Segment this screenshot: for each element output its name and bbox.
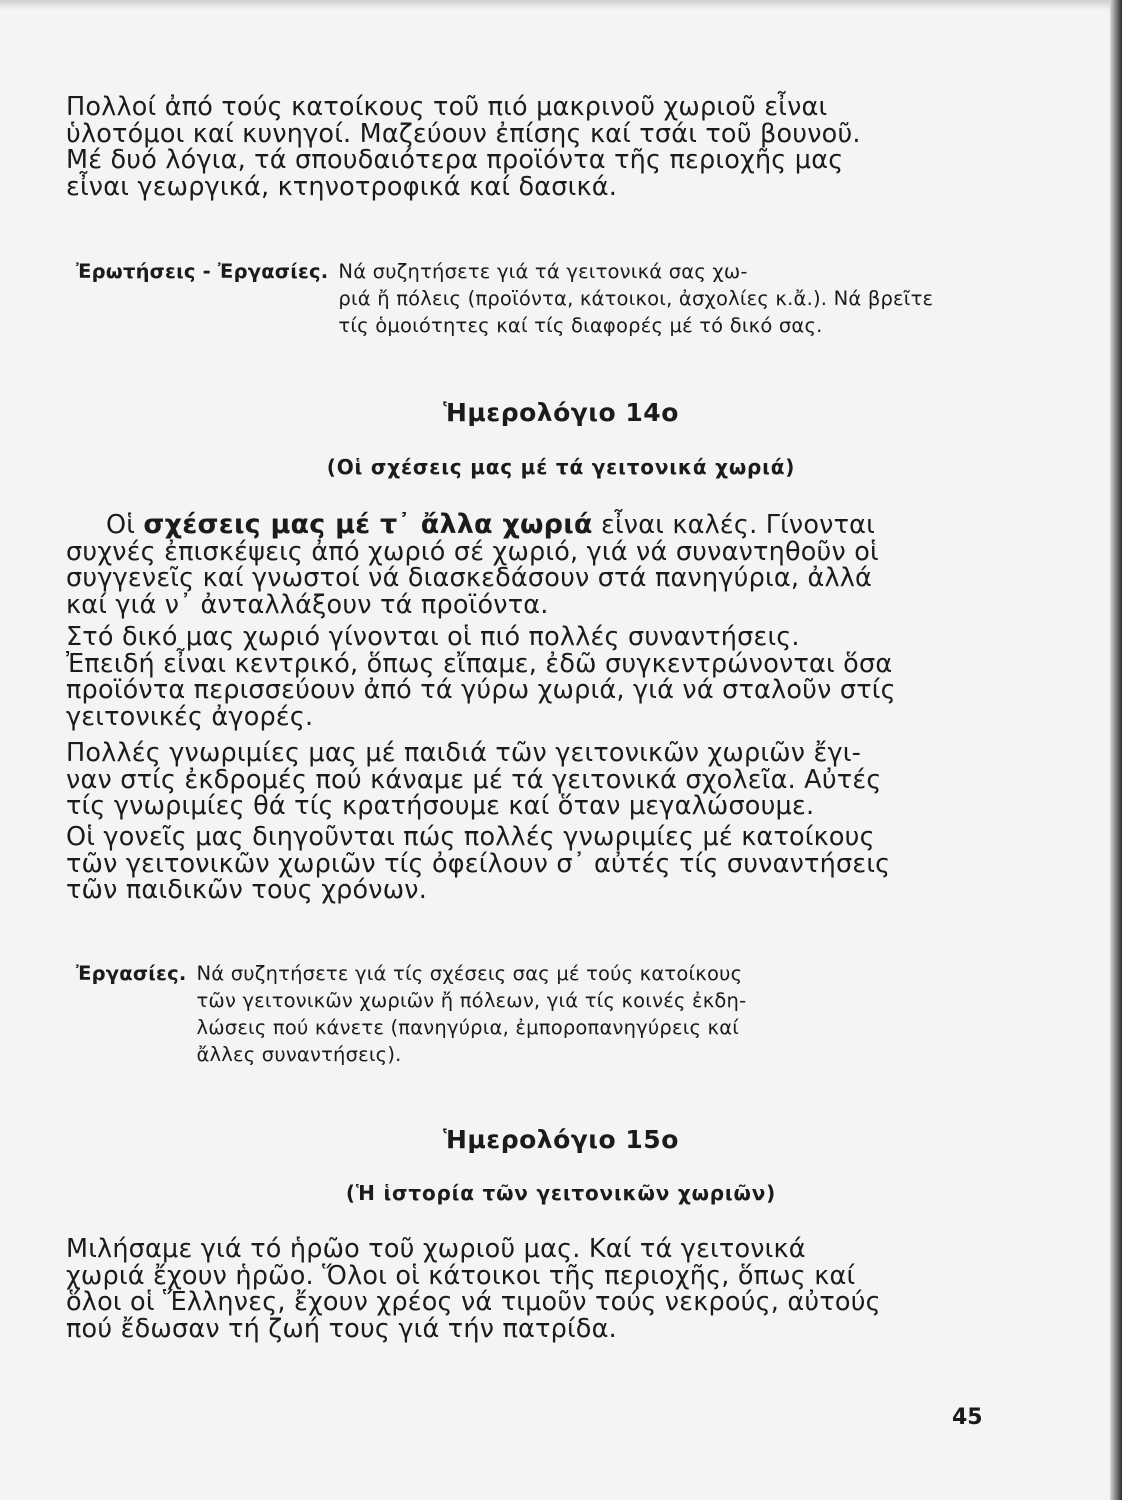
diary-14-paragraph-2: Στό δικό μας χωριό γίνονται οἱ πιό πολλές συναντήσεις. Ἐπειδή εἶναι κεντρικό, ὅπως εἴπαμε, ἐδῶ συγκεντρώνονται ὅσα προϊόντα περισσεύουν ἀπό τά γύρω χωριά, γιά νά σταλοῦν στίς γειτονικές ἀγορές. bbox=[66, 622, 896, 732]
exercise-label: Ἐρωτήσεις - Ἐργασίες. bbox=[76, 260, 329, 283]
exercise-text: Νά συζητήσετε γιά τίς σχέσεις σας μέ τούς κατοίκους τῶν γειτονικῶν χωριῶν ἤ πόλεων, γιά τίς κοινές ἐκδη- λώσεις πού κάνετε (πανηγύρια, ἐμποροπανηγύρεις καί ἄλλες συναντήσεις). bbox=[196, 962, 747, 1066]
diary-14-paragraph-4: Οἱ γονεῖς μας διηγοῦνται πώς πολλές γνωριμίες μέ κατοίκους τῶν γειτονικῶν χωριῶν τίς ὀφείλουν σ᾿ αὐτές τίς συναντήσεις τῶν παιδικῶν τους χρόνων. bbox=[66, 822, 891, 905]
diary-14-title: Ἡμερολόγιο 14ο bbox=[443, 398, 679, 427]
exercises-box bbox=[76, 960, 976, 1068]
exercise-label: Ἐργασίες. bbox=[76, 962, 187, 985]
diary-14-paragraph-3: Πολλές γνωριμίες μας μέ παιδιά τῶν γειτονικῶν χωριῶν ἔγι- ναν στίς ἐκδρομές πού κάναμε μέ τά γειτονικά σχολεῖα. Αὐτές τίς γνωριμίες θά τίς κρατήσουμε καί ὅταν μεγαλώσουμε. bbox=[66, 738, 882, 821]
questions-exercises-box bbox=[76, 258, 976, 339]
diary-15-subtitle: (Ἡ ἱστορία τῶν γειτονικῶν χωριῶν) bbox=[345, 1181, 777, 1205]
diary-15-title: Ἡμερολόγιο 15ο bbox=[443, 1125, 679, 1154]
diary-15-paragraph-1: Μιλήσαμε γιά τό ἡρῶο τοῦ χωριοῦ μας. Καί τά γειτονικά χωριά ἔχουν ἡρῶο. Ὅλοι οἱ κάτοικοι τῆς περιοχῆς, ὅπως καί ὅλοι οἱ Ἕλληνες, ἔχουν χρέος νά τιμοῦν τούς νεκρούς, αὐτούς πού ἔδωσαν τή ζωή τους γιά τήν πατρίδα. bbox=[66, 1234, 881, 1344]
diary-14-paragraph-1 bbox=[66, 509, 986, 620]
top-edge-shadow bbox=[0, 0, 1122, 10]
intro-paragraph: Πολλοί ἀπό τούς κατοίκους τοῦ πιό μακρινοῦ χωριοῦ εἶναι ὑλοτόμοι καί κυνηγοί. Μαζεύουν ἐπίσης καί τσάι τοῦ βουνοῦ. Μέ δυό λόγια, τά σπουδαιότερα προϊόντα τῆς περιοχῆς μας εἶναι γεωργικά, κτηνοτροφικά καί δασικά. bbox=[66, 92, 861, 202]
bold-phrase: σχέσεις μας μέ τ᾿ ἄλλα χωριά bbox=[143, 509, 593, 540]
paragraph-continuation: εἶναι καλές. Γίνονται συχνές ἐπισκέψεις ἀπό χωριό σέ χωριό, γιά νά συναντηθοῦν οἱ συγγενεῖς καί γνωστοί νά διασκεδάσουν στά πανηγύρια, ἀλλά καί γιά ν᾿ ἀνταλλάξουν τά προϊόντα. bbox=[66, 510, 879, 620]
first-word: Οἱ bbox=[106, 510, 136, 540]
exercise-text: Νά συζητήσετε γιά τά γειτονικά σας χω- ριά ἤ πόλεις (προϊόντα, κάτοικοι, ἀσχολίες κ.ἄ.). Νά βρεῖτε τίς ὁμοιότητες καί τίς διαφορές μέ τό δικό σας. bbox=[338, 260, 934, 337]
binding-edge-shadow bbox=[1110, 0, 1122, 1500]
diary-14-subtitle: (Οἱ σχέσεις μας μέ τά γειτονικά χωριά) bbox=[326, 455, 796, 479]
page-number: 45 bbox=[952, 1405, 983, 1430]
